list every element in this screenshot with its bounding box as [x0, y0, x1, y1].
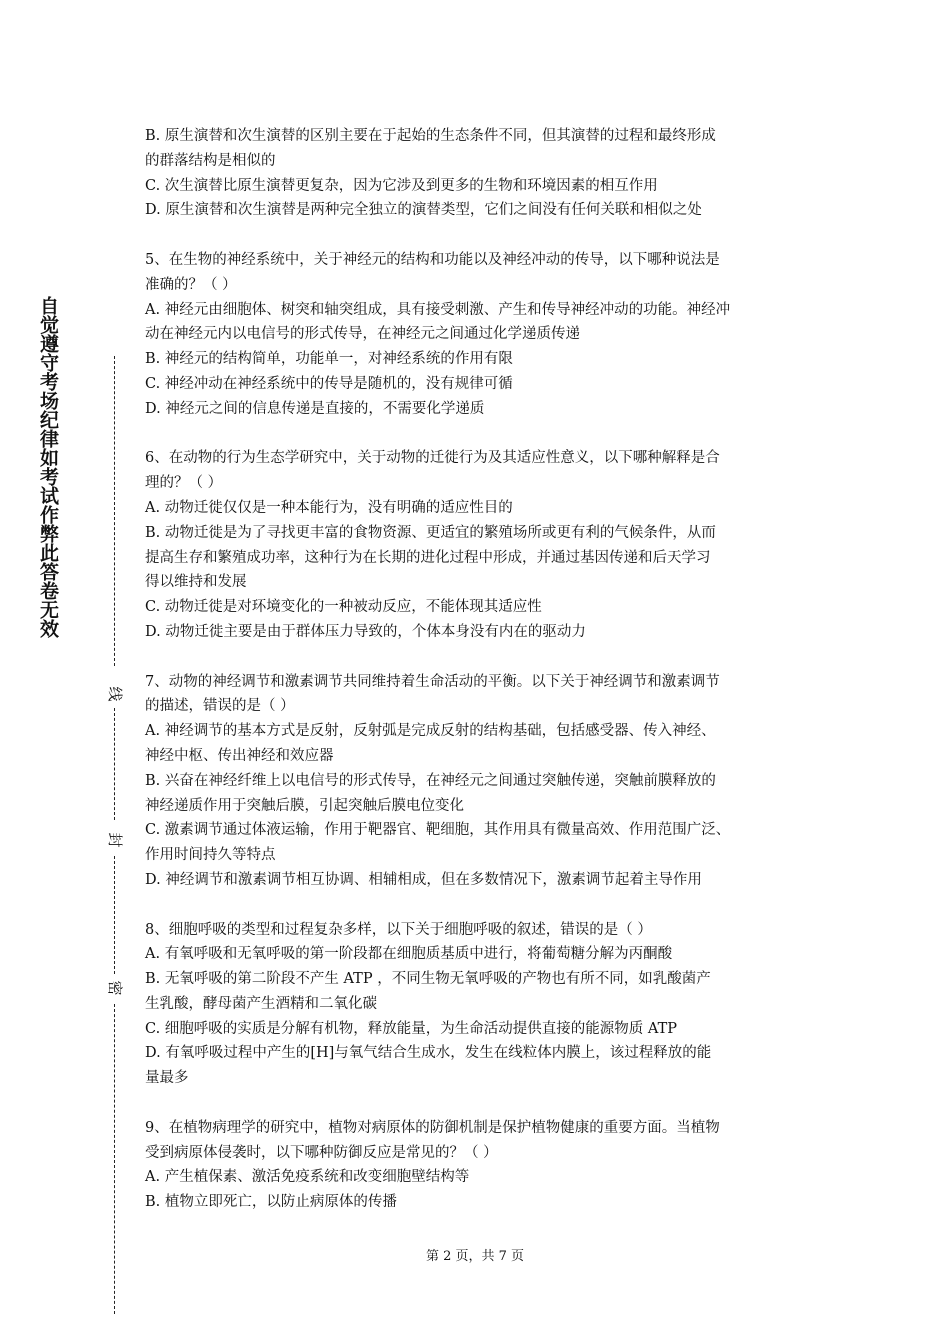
option-c: C. 细胞呼吸的实质是分解有机物，释放能量，为生命活动提供直接的能源物质 ATP	[145, 1020, 678, 1037]
option-a: A. 神经元由细胞体、树突和轴突组成，具有接受刺激、产生和传导神经冲动的功能。神经冲	[145, 301, 731, 318]
question-stem: 6、在动物的行为生态学研究中，关于动物的迁徙行为及其适应性意义，以下哪种解释是合	[145, 450, 720, 467]
question-stem: 9、在植物病理学的研究中，植物对病原体的防御机制是保护植物健康的重要方面。当植物	[145, 1119, 720, 1136]
question-7	[145, 670, 813, 893]
page-number-footer: 第 2 页，共 7 页	[425, 1249, 525, 1264]
question-8	[145, 918, 813, 1092]
option-a: A. 神经调节的基本方式是反射，反射弧是完成反射的结构基础，包括感受器、传入神经、	[145, 723, 716, 740]
option-a: A. 有氧呼吸和无氧呼吸的第一阶段都在细胞质基质中进行，将葡萄糖分解为丙酮酸	[145, 946, 673, 963]
question-stem: 8、细胞呼吸的类型和过程复杂多样，以下关于细胞呼吸的叙述，错误的是（ ）	[145, 921, 652, 938]
option-b: B. 无氧呼吸的第二阶段不产生 ATP ，不同生物无氧呼吸的产物也有所不同，如乳酸菌产	[145, 971, 711, 988]
option-b-cont: 神经递质作用于突触后膜，引起突触后膜电位变化	[145, 797, 464, 814]
question-stem-cont: 准确的？（ ）	[145, 276, 237, 293]
binding-dashed-line-bottom	[114, 1004, 115, 1314]
option-c: C. 神经冲动在神经系统中的传导是随机的，没有规律可循	[145, 375, 513, 392]
question-stem-cont: 受到病原体侵袭时，以下哪种防御反应是常见的？（ ）	[145, 1144, 498, 1161]
option-d: D. 神经调节和激素调节相互协调、相辅相成，但在多数情况下，激素调节起着主导作用	[145, 871, 702, 888]
option-a-cont: 动在神经元内以电信号的形式传导，在神经元之间通过化学递质传递	[145, 326, 580, 343]
option-a: A. 产生植保素、激活免疫系统和改变细胞壁结构等	[145, 1169, 470, 1186]
option-a-cont: 神经中枢、传出神经和效应器	[145, 747, 334, 764]
binding-dashed-line-middle-lower	[114, 856, 115, 974]
question-9	[145, 1116, 813, 1215]
option-d: D. 神经元之间的信息传递是直接的，不需要化学递质	[145, 400, 485, 417]
question-stem-cont: 的描述，错误的是（ ）	[145, 698, 295, 715]
option-b-cont: 提高生存和繁殖成功率，这种行为在长期的进化过程中形成，并通过基因传递和后天学习	[145, 549, 711, 566]
question-stem: 7、动物的神经调节和激素调节共同维持着生命活动的平衡。以下关于神经调节和激素调节	[145, 673, 720, 690]
question-content	[145, 124, 813, 1215]
option-b: B. 动物迁徙是为了寻找更丰富的食物资源、更适宜的繁殖场所或更有利的气候条件，从而	[145, 524, 716, 541]
question-stem-cont: 理的？（ ）	[145, 475, 223, 492]
option-b-cont: 生乳酸，酵母菌产生酒精和二氧化碳	[145, 995, 377, 1012]
binding-mark-mi: 密	[105, 978, 125, 998]
option-c: C. 激素调节通过体液运输，作用于靶器官、靶细胞，其作用具有微量高效、作用范围广泛、	[145, 822, 731, 839]
option-b-cont: 得以维持和发展	[145, 574, 247, 591]
binding-dashed-line-middle-upper	[114, 708, 115, 820]
option-c-cont: 作用时间持久等特点	[145, 847, 276, 864]
option-b-cont: 的群落结构是相似的	[145, 152, 276, 169]
question-stem: 5、在生物的神经系统中，关于神经元的结构和功能以及神经冲动的传导，以下哪种说法是	[145, 251, 720, 268]
option-c: C. 次生演替比原生演替更复杂，因为它涉及到更多的生物和环境因素的相互作用	[145, 177, 658, 194]
option-b: B. 原生演替和次生演替的区别主要在于起始的生态条件不同，但其演替的过程和最终形成	[145, 128, 716, 144]
option-d: D. 有氧呼吸过程中产生的[H]与氧气结合生成水，发生在线粒体内膜上，该过程释放的能	[145, 1045, 712, 1062]
question-5	[145, 248, 813, 422]
question-4-tail	[145, 124, 813, 223]
option-d-cont: 量最多	[145, 1070, 189, 1087]
option-a: A. 动物迁徙仅仅是一种本能行为，没有明确的适应性目的	[145, 499, 513, 516]
binding-mark-feng: 封	[105, 830, 125, 850]
exam-discipline-notice: 自觉遵守考场纪律如考试作弊此答卷无效	[37, 296, 59, 638]
option-b: B. 植物立即死亡，以防止病原体的传播	[145, 1194, 397, 1211]
question-6	[145, 446, 813, 644]
option-c: C. 动物迁徙是对环境变化的一种被动反应，不能体现其适应性	[145, 599, 542, 616]
binding-mark-xian: 线	[105, 684, 125, 704]
binding-dashed-line-top	[114, 356, 115, 666]
option-d: D. 原生演替和次生演替是两种完全独立的演替类型，它们之间没有任何关联和相似之处	[145, 202, 702, 219]
option-b: B. 神经元的结构简单，功能单一，对神经系统的作用有限	[145, 351, 513, 368]
option-b: B. 兴奋在神经纤维上以电信号的形式传导，在神经元之间通过突触传递，突触前膜释放的	[145, 772, 716, 789]
option-d: D. 动物迁徙主要是由于群体压力导致的，个体本身没有内在的驱动力	[145, 623, 586, 640]
